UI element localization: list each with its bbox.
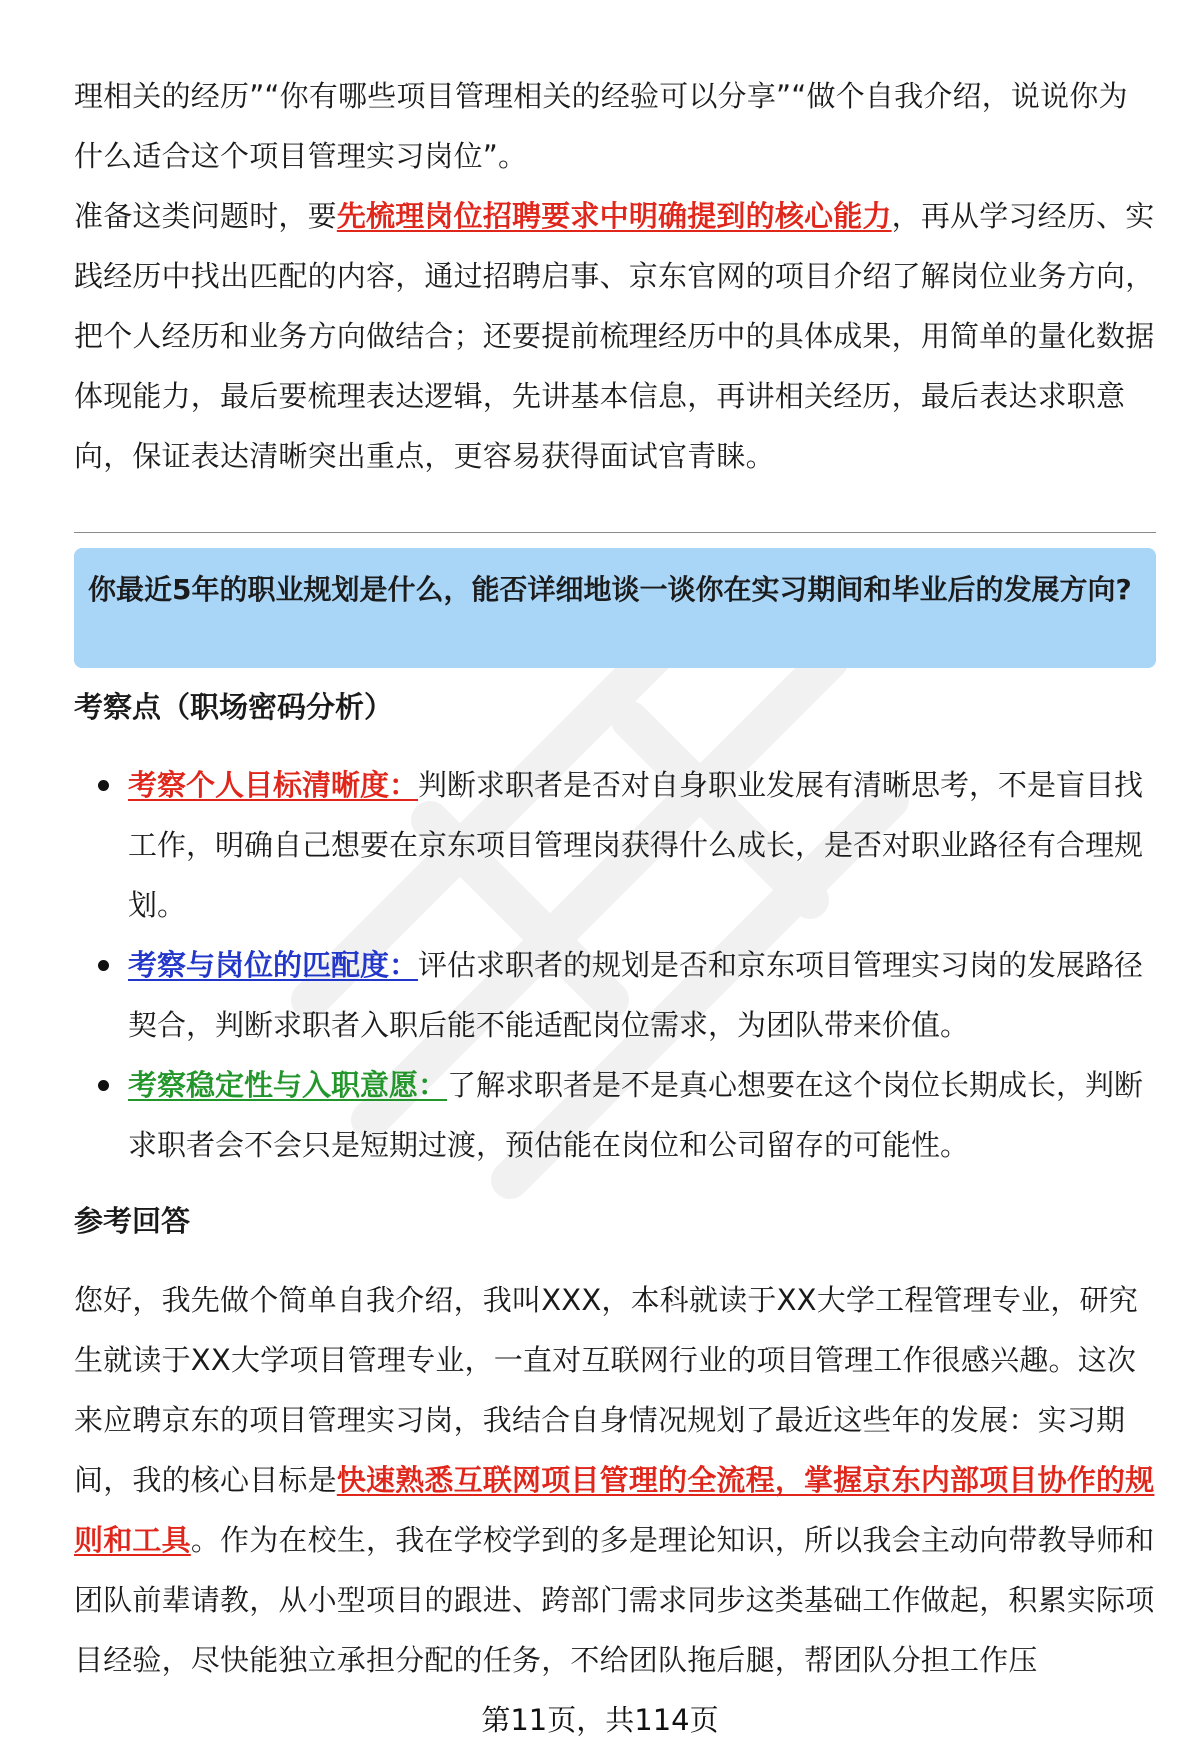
analysis-item-label: 考察与岗位的匹配度： [128, 948, 419, 982]
bullet-dot-icon [98, 960, 109, 971]
list-item [74, 1055, 1156, 1175]
bullet-dot-icon [98, 780, 109, 791]
intro-paragraph-2 [74, 186, 1156, 486]
analysis-item-text: 评估求职者的规划是否和京东项目管理实习岗的发展路径契合，判断求职者入职后能不能适配岗位需求，为团队带来价值。 [128, 948, 1144, 1042]
list-item [74, 755, 1156, 935]
reference-suffix: 。作为在校生，我在学校学到的多是理论知识，所以我会主动向带教导师和团队前辈请教，从小型项目的跟进、跨部门需求同步这类基础工作做起，积累实际项目经验，尽快能独立承担分配的任务，不给团队拖后腿，帮团队分担工作压 [74, 1523, 1155, 1677]
reference-prefix: 您好，我先做个简单自我介绍，我叫XXX，本科就读于XX大学工程管理专业，研究生就读于XX大学项目管理专业，一直对互联网行业的项目管理工作很感兴趣。这次来应聘京东的项目管理实习岗，我结合自身情况规划了最近这些年的发展：实习期间，我的核心目标是 [74, 1283, 1138, 1497]
analysis-item-label: 考察稳定性与入职意愿： [128, 1068, 448, 1102]
analysis-list [74, 755, 1156, 1175]
analysis-item-text: 判断求职者是否对自身职业发展有清晰思考，不是盲目找工作，明确自己想要在京东项目管理岗获得什么成长，是否对职业路径有合理规划。 [128, 768, 1144, 922]
prep-highlight: 先梳理岗位招聘要求中明确提到的核心能力 [336, 199, 892, 233]
reference-paragraph [74, 1270, 1156, 1690]
intro-paragraph-1: 理相关的经历”“你有哪些项目管理相关的经验可以分享”“做个自我介绍，说说你为什么适合这个项目管理实习岗位”。 [74, 79, 1128, 173]
intro-section [74, 66, 1156, 486]
list-item [74, 935, 1156, 1055]
prep-suffix: ，再从学习经历、实践经历中找出匹配的内容，通过招聘启事、京东官网的项目介绍了解岗位业务方向，把个人经历和业务方向做结合；还要提前梳理经历中的具体成果，用简单的量化数据体现能力，最后要梳理表达逻辑，先讲基本信息，再讲相关经历，最后表达求职意向，保证表达清晰突出重点，更容易获得面试官青睐。 [74, 199, 1155, 473]
analysis-title: 考察点（职场密码分析） [74, 690, 394, 724]
reference-title: 参考回答 [74, 1204, 191, 1238]
question-box [74, 548, 1156, 668]
bullet-dot-icon [98, 1080, 109, 1091]
reference-highlight: 快速熟悉互联网项目管理的全流程，掌握京东内部项目协作的规则和工具 [74, 1463, 1155, 1557]
analysis-item-text: 了解求职者是不是真心想要在这个岗位长期成长，判断求职者会不会只是短期过渡，预估能在岗位和公司留存的可能性。 [128, 1068, 1144, 1162]
page-number: 第11页，共114页 [481, 1703, 719, 1737]
question-text: 你最近5年的职业规划是什么，能否详细地谈一谈你在实习期间和毕业后的发展方向? [88, 573, 1132, 606]
reference-answer [74, 1270, 1156, 1690]
section-divider [74, 532, 1156, 533]
prep-prefix: 准备这类问题时，要 [74, 199, 337, 233]
analysis-item-label: 考察个人目标清晰度： [128, 768, 419, 802]
